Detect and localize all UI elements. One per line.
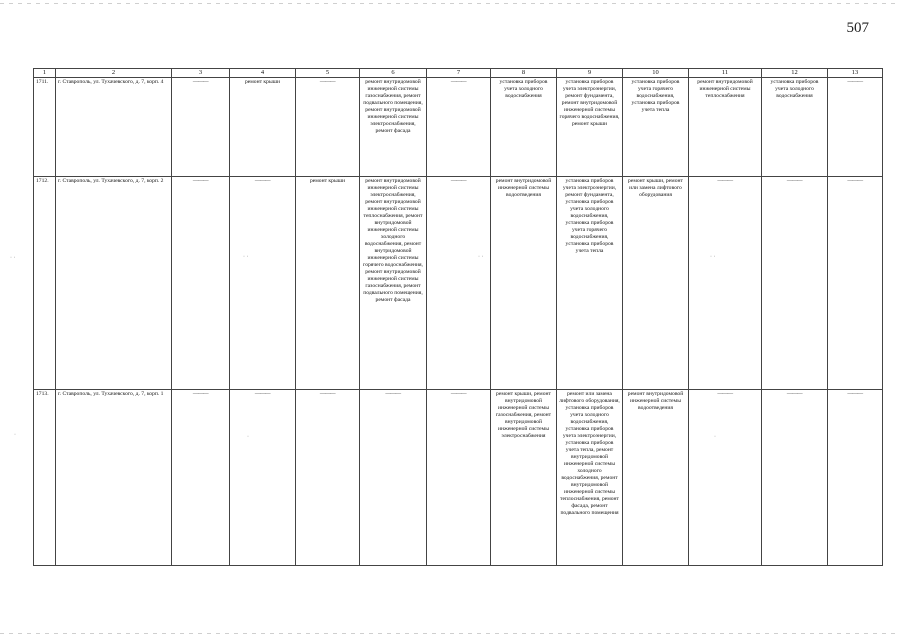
cell-col-12: установка приборов учета холодного водоснабжения (762, 78, 828, 177)
cell-col-5: ремонт крыши (296, 177, 360, 390)
scan-speck: · · (243, 254, 249, 260)
row-number: 1712. (34, 177, 56, 390)
scan-speck: · (714, 434, 716, 440)
column-header: 6 (360, 69, 427, 78)
cell-col-11: ремонт внутридомовой инженерной системы теплоснабжения (689, 78, 762, 177)
cell-col-10: установка приборов учета горячего водоснабжения, установка приборов учета тепла (623, 78, 689, 177)
cell-col-9: установка приборов учета электроэнергии, ремонт фундамента, установка приборов учета холодного водоснабжения, установка приборов учета горячего водоснабжения, установка приборов учета тепла (557, 177, 623, 390)
cell-col-12: ——— (762, 390, 828, 566)
scan-speck: · · (10, 255, 16, 261)
cell-col-9: установка приборов учета электроэнергии, ремонт фундамента, ремонт внутридомовой инженерной системы горячего водоснабжения, ремонт крыши (557, 78, 623, 177)
cell-col-4: ——— (230, 177, 296, 390)
scan-speck: · · (478, 254, 484, 260)
cell-col-10: ремонт внутридомовой инженерной системы водоотведения (623, 390, 689, 566)
column-header: 1 (34, 69, 56, 78)
cell-col-10: ремонт крыши, ремонт или замена лифтового оборудования (623, 177, 689, 390)
cell-col-5: ——— (296, 78, 360, 177)
table-row (34, 78, 883, 177)
repair-plan-table (33, 68, 883, 566)
table-row (34, 390, 883, 566)
cell-col-11: ——— (689, 177, 762, 390)
cell-col-6: ремонт внутридомовой инженерной системы электроснабжения, ремонт внутридомовой инженерной системы теплоснабжения, ремонт внутридомовой инженерной системы холодного водоснабжения, ремонт внутридомовой инженерной системы горячего водоснабжения, ремонт внутридомовой инженерной системы газоснабжения, ремонт подвального помещения, ремонт фасада (360, 177, 427, 390)
cell-col-9: ремонт или замена лифтового оборудования, установка приборов учета холодного водоснабжения, установка приборов учета электроэнергии, установка приборов учета тепла, ремонт внутридомовой инженерной системы холодного водоснабжения, ремонт внутридомовой инженерной системы теплоснабжения, ремонт фасада, ремонт подвального помещения (557, 390, 623, 566)
column-header: 13 (828, 69, 883, 78)
table-row (34, 177, 883, 390)
cell-col-5: ——— (296, 390, 360, 566)
scan-speck: · · (710, 254, 716, 260)
building-address: г. Ставрополь, ул. Тухачевского, д. 7, корп. 1 (56, 390, 172, 566)
cell-col-13: ——— (828, 390, 883, 566)
row-number: 1711. (34, 78, 56, 177)
column-header: 10 (623, 69, 689, 78)
cell-col-11: ——— (689, 390, 762, 566)
cell-col-6: ремонт внутридомовой инженерной системы газоснабжения, ремонт подвального помещения, ремонт внутридомовой инженерной системы электроснабжения, ремонт фасада (360, 78, 427, 177)
cell-col-12: ——— (762, 177, 828, 390)
page-number: 507 (846, 20, 869, 36)
column-header: 3 (172, 69, 230, 78)
column-header: 9 (557, 69, 623, 78)
building-address: г. Ставрополь, ул. Тухачевского, д. 7, корп. 4 (56, 78, 172, 177)
scan-speck: · (247, 434, 249, 440)
cell-col-8: ремонт крыши, ремонт внутридомовой инженерной системы газоснабжения, ремонт внутридомовой инженерной системы электроснабжения (491, 390, 557, 566)
column-header: 8 (491, 69, 557, 78)
column-header: 11 (689, 69, 762, 78)
column-header: 5 (296, 69, 360, 78)
cell-col-4: ——— (230, 390, 296, 566)
cell-col-7: ——— (427, 390, 491, 566)
column-header: 12 (762, 69, 828, 78)
cell-col-8: ремонт внутридомовой инженерной системы водоотведения (491, 177, 557, 390)
cell-col-4: ремонт крыши (230, 78, 296, 177)
column-header: 4 (230, 69, 296, 78)
column-header: 7 (427, 69, 491, 78)
cell-col-13: ——— (828, 177, 883, 390)
row-number: 1713. (34, 390, 56, 566)
column-number-row (34, 69, 883, 78)
cell-col-3: ——— (172, 390, 230, 566)
cell-col-13: ——— (828, 78, 883, 177)
scan-speck: · (14, 432, 16, 438)
cell-col-6: ——— (360, 390, 427, 566)
building-address: г. Ставрополь, ул. Тухачевского, д. 7, корп. 2 (56, 177, 172, 390)
column-header: 2 (56, 69, 172, 78)
cell-col-3: ——— (172, 177, 230, 390)
cell-col-7: ——— (427, 177, 491, 390)
cell-col-7: ——— (427, 78, 491, 177)
cell-col-8: установка приборов учета холодного водоснабжения (491, 78, 557, 177)
scan-artifact-bottom (0, 633, 899, 634)
cell-col-3: ——— (172, 78, 230, 177)
scan-artifact-top (0, 3, 899, 4)
